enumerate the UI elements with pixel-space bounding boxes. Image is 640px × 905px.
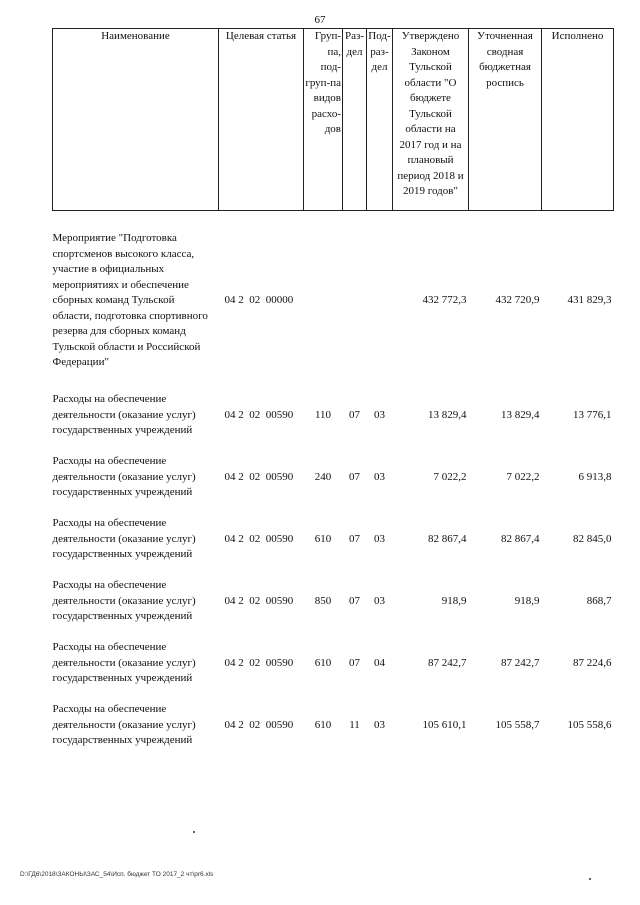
row-podrazdel: 04 (374, 656, 385, 669)
row-refined: 87 242,7 (501, 656, 540, 669)
row-expense-group: 850 (314, 594, 332, 607)
budget-table (52, 28, 614, 757)
row-name: Расходы на обеспечение деятельности (оказание услуг) государственных учреждений (52, 393, 196, 437)
row-expense-group: 110 (314, 408, 332, 421)
row-name: Расходы на обеспечение деятельности (оказание услуг) государственных учреждений (52, 517, 196, 561)
row-razdel (343, 211, 367, 385)
row-executed: 105 558,6 (567, 718, 612, 731)
table-row (53, 695, 614, 757)
scan-speck (193, 831, 195, 833)
header-target-article: Целевая статья (219, 29, 304, 211)
header-expense-group: Груп-па, под-груп-па видов расхо-дов (304, 29, 343, 211)
scan-speck (589, 878, 591, 880)
table-row (53, 385, 614, 447)
row-target-article: 04 2 02 00590 (224, 470, 294, 483)
row-refined: 7 022,2 (506, 470, 540, 483)
row-name: Расходы на обеспечение деятельности (оказание услуг) государственных учреждений (52, 455, 196, 499)
row-podrazdel: 03 (374, 532, 385, 545)
row-target-article: 04 2 02 00590 (224, 532, 294, 545)
row-name: Расходы на обеспечение деятельности (оказание услуг) государственных учреждений (52, 641, 196, 685)
row-podrazdel (367, 211, 393, 385)
row-approved: 105 610,1 (422, 718, 467, 731)
table-row (53, 447, 614, 509)
row-podrazdel: 03 (374, 408, 385, 421)
row-expense-group: 240 (314, 470, 332, 483)
table-row (53, 633, 614, 695)
row-podrazdel: 03 (374, 718, 385, 731)
row-approved: 82 867,4 (428, 532, 467, 545)
row-name: Расходы на обеспечение деятельности (оказание услуг) государственных учреждений (52, 703, 196, 747)
header-razdel: Раз-дел (343, 29, 367, 211)
row-target-article: 04 2 02 00590 (224, 718, 294, 731)
row-expense-group: 610 (314, 532, 332, 545)
row-name: Мероприятие "Подготовка спортсменов высокого класса, участие в официальных мероприятиях и обеспечение сборных команд Тульской области, подготовка спортивного резерва для сборных команд Тульской области и Российской Федерации" (52, 232, 208, 368)
row-razdel: 11 (349, 718, 360, 731)
row-target-article: 04 2 02 00000 (224, 294, 294, 306)
row-name: Расходы на обеспечение деятельности (оказание услуг) государственных учреждений (52, 579, 196, 623)
row-target-article: 04 2 02 00590 (224, 594, 294, 607)
row-approved: 432 772,3 (422, 294, 467, 306)
row-executed: 13 776,1 (573, 408, 612, 421)
row-approved: 7 022,2 (433, 470, 467, 483)
footer-file-path: D:\ГД6\2018\ЗАКОНЫ\ЗАС_54\Исп. бюджет ТО 2017_2 чт\pr6.xls (20, 871, 214, 878)
row-target-article: 04 2 02 00590 (224, 656, 294, 669)
header-executed: Исполнено (542, 29, 614, 211)
row-razdel: 07 (349, 408, 360, 421)
row-razdel: 07 (349, 656, 360, 669)
row-podrazdel: 03 (374, 470, 385, 483)
row-refined: 82 867,4 (501, 532, 540, 545)
row-executed: 82 845,0 (573, 532, 612, 545)
row-expense-group (304, 211, 343, 385)
page-number: 67 (314, 14, 326, 26)
row-refined: 105 558,7 (495, 718, 540, 731)
row-target-article: 04 2 02 00590 (224, 408, 294, 421)
row-executed: 87 224,6 (573, 656, 612, 669)
table-row (53, 509, 614, 571)
row-expense-group: 610 (314, 656, 332, 669)
row-refined: 432 720,9 (495, 294, 540, 306)
row-podrazdel: 03 (374, 594, 385, 607)
header-refined: Уточненная сводная бюджетная роспись (469, 29, 542, 211)
row-approved: 87 242,7 (428, 656, 467, 669)
table-row (53, 211, 614, 385)
row-expense-group: 610 (314, 718, 332, 731)
row-razdel: 07 (349, 532, 360, 545)
row-razdel: 07 (349, 594, 360, 607)
header-row (53, 29, 614, 211)
table-row (53, 571, 614, 633)
header-name: Наименование (53, 29, 219, 211)
row-razdel: 07 (349, 470, 360, 483)
header-podrazdel: Под-раз-дел (367, 29, 393, 211)
row-executed: 6 913,8 (578, 470, 612, 483)
header-approved: Утверждено Законом Тульской области "О бюджете Тульской области на 2017 год и на плановый период 2018 и 2019 годов" (393, 29, 469, 211)
row-refined: 13 829,4 (501, 408, 540, 421)
row-executed: 431 829,3 (567, 294, 612, 306)
row-approved: 13 829,4 (428, 408, 467, 421)
row-executed: 868,7 (586, 594, 612, 607)
row-approved: 918,9 (441, 594, 467, 607)
row-refined: 918,9 (514, 594, 540, 607)
